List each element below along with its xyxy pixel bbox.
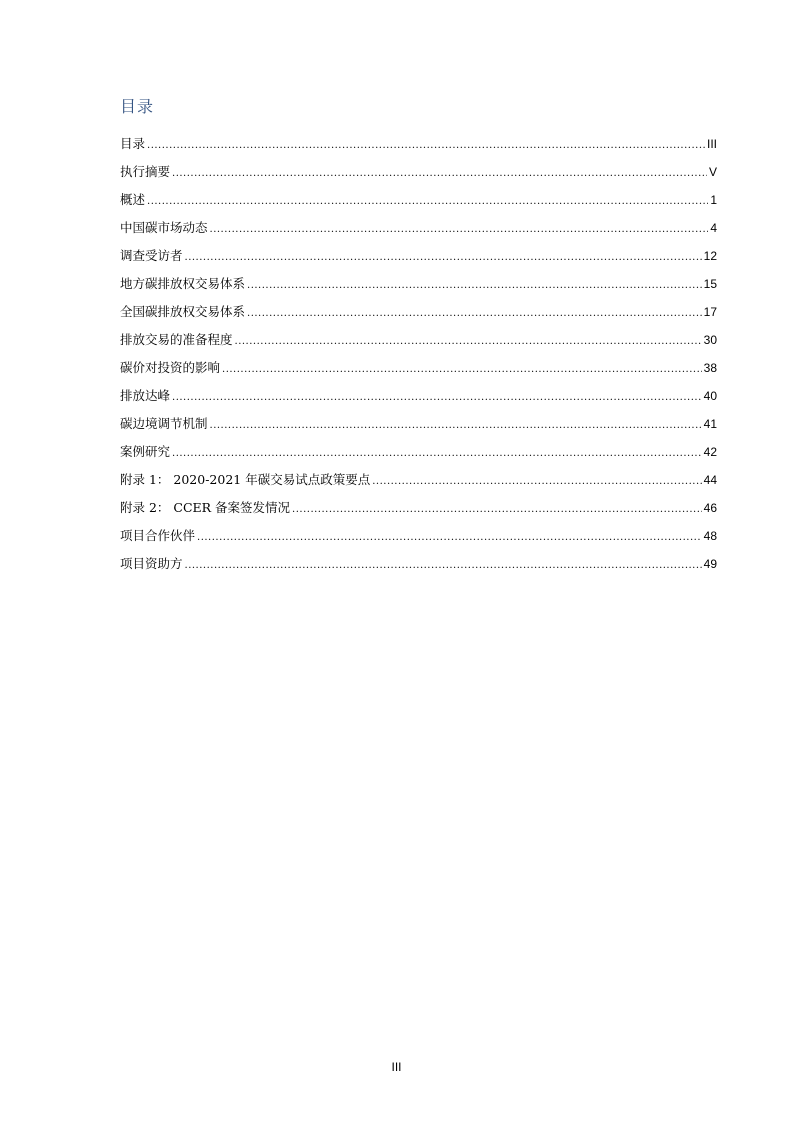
toc-entry-title: 地方碳排放权交易体系 — [120, 276, 246, 291]
toc-entry[interactable] — [120, 442, 717, 470]
toc-entry-title: 项目合作伙伴 — [120, 528, 196, 543]
toc-entry-page: 15 — [703, 277, 717, 291]
toc-dot-leader — [147, 192, 708, 212]
toc-entry-title: 项目资助方 — [120, 556, 183, 571]
toc-entry-page: 48 — [703, 529, 717, 543]
toc-entry[interactable] — [120, 414, 717, 442]
toc-dot-leader — [235, 332, 702, 352]
toc-entry-page: 17 — [703, 305, 717, 319]
toc-dot-leader — [210, 416, 702, 436]
toc-entry-title: 概述 — [120, 192, 146, 207]
toc-entry-page: 30 — [703, 333, 717, 347]
toc-dot-leader — [172, 164, 707, 184]
toc-entry-title: 全国碳排放权交易体系 — [120, 304, 246, 319]
toc-entry-title: 碳边境调节机制 — [120, 416, 208, 431]
toc-entry-title: 中国碳市场动态 — [120, 220, 208, 235]
toc-dot-leader — [172, 388, 702, 408]
toc-dot-leader — [210, 220, 709, 240]
toc-entry-title: 碳价对投资的影响 — [120, 360, 221, 375]
toc-entry[interactable] — [120, 526, 717, 554]
toc-entry-page: 40 — [703, 389, 717, 403]
toc-entry[interactable] — [120, 134, 717, 162]
toc-entry[interactable] — [120, 246, 717, 274]
toc-entry-title: 执行摘要 — [120, 164, 171, 179]
toc-dot-leader — [147, 136, 705, 156]
toc-entry-page: 38 — [703, 361, 717, 375]
toc-entry[interactable] — [120, 358, 717, 386]
toc-entry-title: 调查受访者 — [120, 248, 183, 263]
toc-entry-page: 4 — [710, 221, 717, 235]
toc-entry-page: 41 — [703, 417, 717, 431]
page-number: III — [391, 1060, 402, 1074]
toc-entry-page: 42 — [703, 445, 717, 459]
toc-entry-title: 目录 — [120, 136, 146, 151]
toc-entry-title: 案例研究 — [120, 444, 171, 459]
toc-entry-title: 排放达峰 — [120, 388, 171, 403]
toc-entry[interactable] — [120, 302, 717, 330]
toc-heading: 目录 — [120, 97, 155, 116]
toc-dot-leader — [247, 276, 702, 296]
toc-entry[interactable] — [120, 330, 717, 358]
toc-dot-leader — [247, 304, 702, 324]
toc-entry-page: III — [706, 137, 717, 151]
toc-entry[interactable] — [120, 554, 717, 582]
toc-dot-leader — [185, 556, 702, 576]
toc-entry-page: 46 — [703, 501, 717, 515]
toc-entry-page: 12 — [703, 249, 717, 263]
toc-entry-page: V — [708, 165, 717, 179]
toc-entry-title: 排放交易的准备程度 — [120, 332, 233, 347]
toc-entry-title: 附录 1： 2020-2021 年碳交易试点政策要点 — [120, 472, 371, 487]
toc-dot-leader — [372, 472, 701, 492]
toc-dot-leader — [172, 444, 702, 464]
toc-entry[interactable] — [120, 218, 717, 246]
toc-entry-title: 附录 2： CCER 备案签发情况 — [120, 500, 291, 515]
toc-entry-page: 1 — [710, 193, 717, 207]
toc-list — [120, 134, 717, 582]
toc-dot-leader — [222, 360, 702, 380]
toc-entry[interactable] — [120, 162, 717, 190]
toc-entry[interactable] — [120, 498, 717, 526]
toc-entry[interactable] — [120, 470, 717, 498]
toc-entry-page: 44 — [703, 473, 717, 487]
toc-entry[interactable] — [120, 274, 717, 302]
toc-entry[interactable] — [120, 386, 717, 414]
toc-dot-leader — [185, 248, 702, 268]
toc-entry[interactable] — [120, 190, 717, 218]
toc-dot-leader — [197, 528, 702, 548]
toc-dot-leader — [292, 500, 702, 520]
toc-entry-page: 49 — [703, 557, 717, 571]
